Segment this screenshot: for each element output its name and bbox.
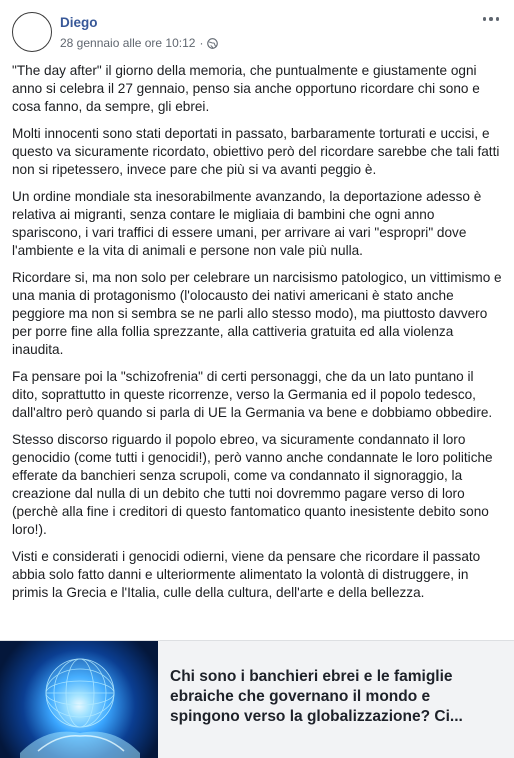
link-preview-card[interactable] [0,640,514,758]
post-paragraph: Visti e considerati i genocidi odierni, viene da pensare che ricordare il passato abbia solo fatto danni e ulteriormente alimentato la volontà di distruggere, in primis la Grecia e l'Italia, culle della cultura, dell'arte e della bellezza. [12,549,481,600]
post-paragraph: "The day after" il giorno della memoria, che puntualmente e giustamente ogni anno si celebra il 27 gennaio, penso sia anche opportuno ricordare chi sono e cosa fanno, da sempre, gli ebrei. [12,63,480,114]
more-options-icon[interactable] [480,12,502,26]
globe-hand-image[interactable] [0,641,158,758]
post-paragraph: Ricordare si, ma non solo per celebrare un narcisismo patologico, un vittimismo e una mania di protagonismo (l'olocausto dei nativi americani è stato anche peggiore ma non si sembra se ne parli allo stesso modo), ma piuttosto davvero per porre fine alla follia sprezzante, alla cattiveria gratuita ed alla violenza inaudita. [12,270,502,357]
meta-separator: · [199,36,204,50]
post-paragraph: Un ordine mondiale sta inesorabilmente avanzando, la deportazione adesso è relativa ai migranti, senza contare le migliaia di bambini che ogni anno spariscono, i vari traffici di essere umani, per arrivare ai vari "espropri" dove l'ambiente e la vita di animali e persone non vale più nulla. [12,189,482,258]
post-timestamp[interactable]: 28 gennaio alle ore 10:12 [60,36,196,50]
link-text-block[interactable] [170,651,502,727]
post-paragraph: Molti innocenti sono stati deportati in passato, barbaramente torturati e uccisi, e questo va sicuramente ricordato, obiettivo però del ricordare sarebbe che tali fatti non si ripetessero, invece pare che più si va avanti peggio è. [12,126,500,177]
post-header [12,12,502,56]
post-meta [60,36,218,50]
post-paragraph: Stesso discorso riguardo il popolo ebreo, va sicuramente condannato il loro genocidio (come tutti i genocidi!), però vanno anche condannate le loro politiche efferate da banchieri senza scrupoli, come va condannato il signoraggio, la creazione dal nulla di un debito che tutti noi dovremmo pagare verso di loro (perchè alla fine i creditori di questo fantomatico quanto inesistente debito sono loro!). [12,432,493,537]
link-domain [170,651,502,663]
post-body [12,62,502,611]
link-title[interactable]: Chi sono i banchieri ebrei e le famiglie ebraiche che governano il mondo e spingono verso la globalizzazione? Ci... [170,668,463,725]
post-paragraph: Fa pensare poi la "schizofrenia" di certi personaggi, che da un lato puntano il dito, soprattutto in queste ricorrenze, verso la Germania ed il popolo tedesco, dall'altro però quando si parla di UE la Germania va bene e dobbiamo obbedire. [12,369,493,420]
globe-graphic [0,641,158,758]
author-name[interactable]: Diego [60,15,98,30]
globe-icon[interactable] [207,38,218,49]
author-avatar[interactable] [12,12,52,52]
